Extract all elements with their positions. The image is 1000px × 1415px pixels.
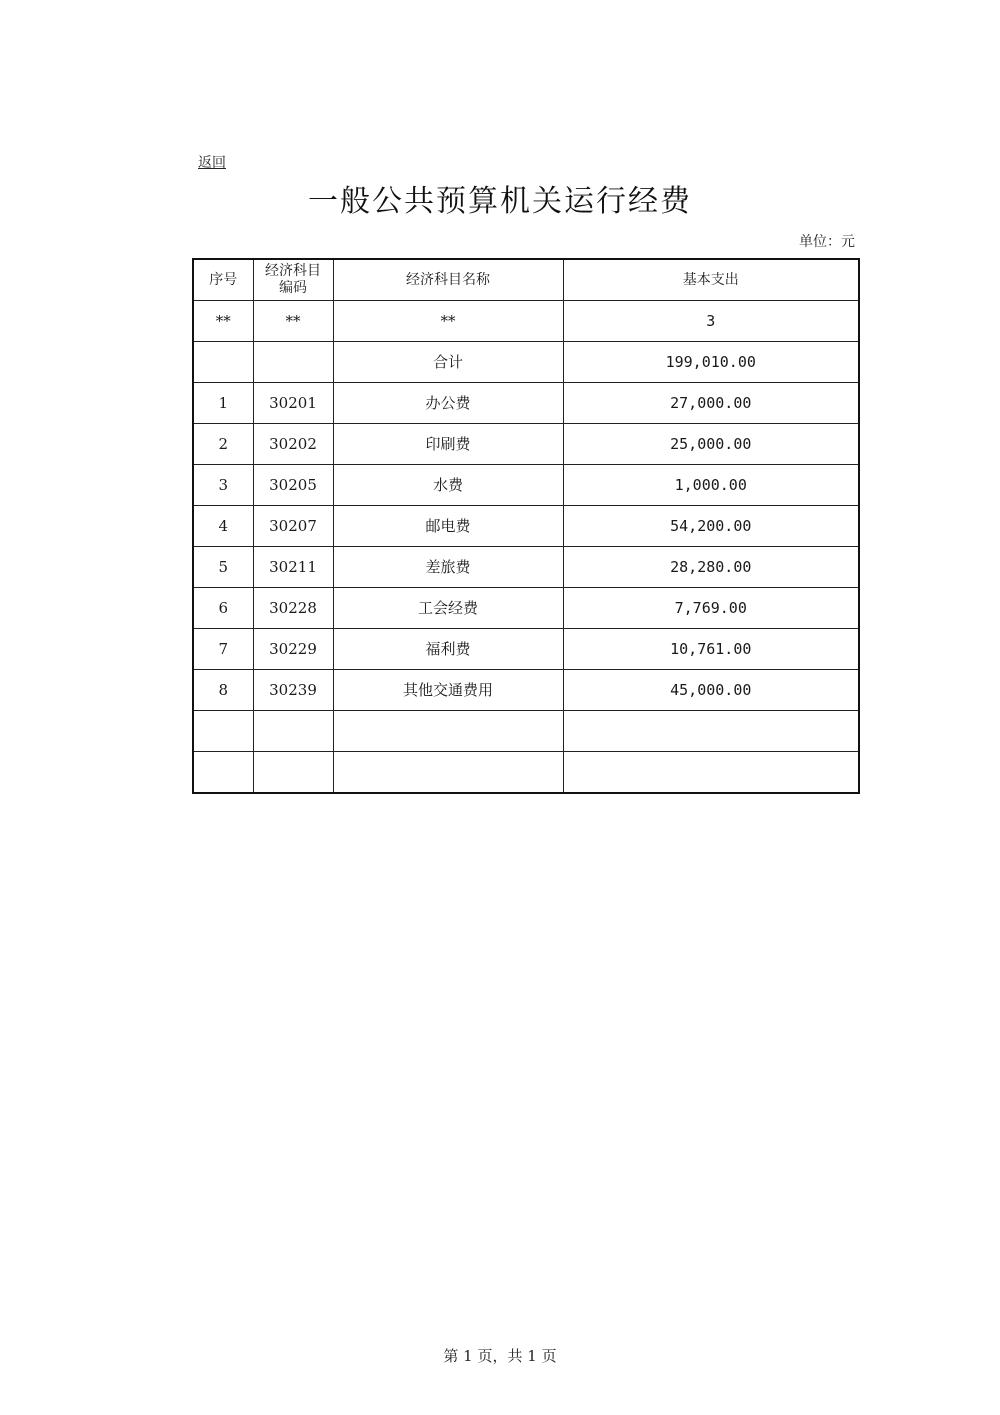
- row-name: 办公费: [333, 383, 563, 424]
- table-row: [193, 506, 859, 547]
- empty-cell: [193, 752, 253, 794]
- row-amount: 28,280.00: [563, 547, 859, 588]
- empty-cell: [563, 711, 859, 752]
- row-amount: 25,000.00: [563, 424, 859, 465]
- index-code: **: [253, 301, 333, 342]
- total-seq: [193, 342, 253, 383]
- row-seq: 1: [193, 383, 253, 424]
- back-link[interactable]: 返回: [198, 155, 226, 171]
- row-code: 30211: [253, 547, 333, 588]
- row-code: 30207: [253, 506, 333, 547]
- empty-cell: [333, 711, 563, 752]
- header-code: [253, 259, 333, 301]
- row-seq: 4: [193, 506, 253, 547]
- row-code: 30229: [253, 629, 333, 670]
- index-name: **: [333, 301, 563, 342]
- total-amount: 199,010.00: [563, 342, 859, 383]
- row-amount: 54,200.00: [563, 506, 859, 547]
- row-seq: 5: [193, 547, 253, 588]
- total-name: 合计: [333, 342, 563, 383]
- header-name: 经济科目名称: [333, 259, 563, 301]
- row-name: 水费: [333, 465, 563, 506]
- row-code: 30228: [253, 588, 333, 629]
- header-amount: 基本支出: [563, 259, 859, 301]
- index-row: [193, 301, 859, 342]
- row-name: 邮电费: [333, 506, 563, 547]
- table-row: [193, 383, 859, 424]
- empty-cell: [563, 752, 859, 794]
- table-row: [193, 588, 859, 629]
- row-amount: 45,000.00: [563, 670, 859, 711]
- table-row: [193, 465, 859, 506]
- header-code-line1: 经济科目: [265, 263, 321, 279]
- row-code: 30202: [253, 424, 333, 465]
- row-seq: 8: [193, 670, 253, 711]
- header-code-line2: 编码: [279, 280, 307, 296]
- row-name: 福利费: [333, 629, 563, 670]
- row-code: 30239: [253, 670, 333, 711]
- empty-cell: [253, 711, 333, 752]
- row-name: 其他交通费用: [333, 670, 563, 711]
- table-row: [193, 547, 859, 588]
- row-amount: 7,769.00: [563, 588, 859, 629]
- budget-table: [192, 258, 860, 794]
- row-seq: 3: [193, 465, 253, 506]
- row-amount: 27,000.00: [563, 383, 859, 424]
- empty-row: [193, 752, 859, 794]
- empty-cell: [333, 752, 563, 794]
- header-seq: 序号: [193, 259, 253, 301]
- table-row: [193, 670, 859, 711]
- row-name: 工会经费: [333, 588, 563, 629]
- table-row: [193, 424, 859, 465]
- empty-row: [193, 711, 859, 752]
- row-seq: 6: [193, 588, 253, 629]
- unit-label: 单位：元: [799, 234, 855, 250]
- index-seq: **: [193, 301, 253, 342]
- index-amount: 3: [563, 301, 859, 342]
- row-name: 差旅费: [333, 547, 563, 588]
- row-seq: 2: [193, 424, 253, 465]
- empty-cell: [193, 711, 253, 752]
- row-code: 30205: [253, 465, 333, 506]
- row-name: 印刷费: [333, 424, 563, 465]
- row-code: 30201: [253, 383, 333, 424]
- total-code: [253, 342, 333, 383]
- table-row: [193, 629, 859, 670]
- page-title: 一般公共预算机关运行经费: [308, 184, 692, 219]
- row-seq: 7: [193, 629, 253, 670]
- empty-cell: [253, 752, 333, 794]
- table-header-row: [193, 259, 859, 301]
- row-amount: 1,000.00: [563, 465, 859, 506]
- total-row: [193, 342, 859, 383]
- row-amount: 10,761.00: [563, 629, 859, 670]
- page-footer: 第 1 页，共 1 页: [443, 1347, 557, 1365]
